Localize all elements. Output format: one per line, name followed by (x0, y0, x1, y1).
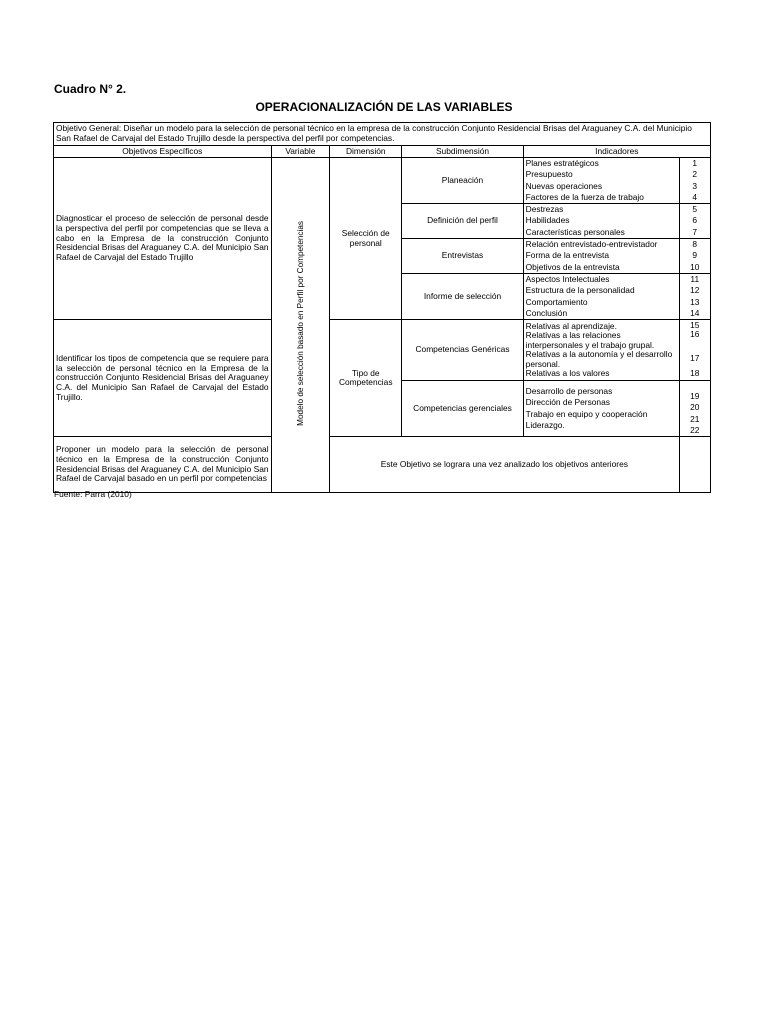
indicators-entrevistas (523, 239, 679, 274)
list-item: Relativas a los valores (525, 368, 610, 379)
numbers-informe (679, 273, 710, 319)
list-item: Forma de la entrevista (525, 250, 609, 261)
list-item: Estructura de la personalidad (525, 285, 635, 296)
list-item: Destrezas (525, 204, 564, 215)
objective-2: Identificar los tipos de competencia que se requiere para la selección de personal técnico en la Empresa de la construcción Conjunto Residencial Brisas del Araguaney C.A. del Municipio San Rafael de Carvajal del Estado Trujillo. (54, 320, 272, 437)
header-subdimension: Subdimensión (402, 146, 523, 158)
objective-3: Proponer un modelo para la selección de personal técnico en la Empresa de la construcción Conjunto Residencial Brisas del Araguaney C.A. del Municipio San Rafael de Carvajal basado en un perfil por competencias (54, 437, 272, 493)
indicators-informe (523, 273, 679, 319)
numbers-gerenciales (679, 381, 710, 437)
table-row (54, 320, 711, 381)
header-indicadores: Indicadores (523, 146, 710, 158)
header-variable: Variable (271, 146, 330, 158)
subdimension-entrevistas: Entrevistas (402, 239, 523, 274)
list-item: 22 (690, 424, 700, 435)
header-dimension: Dimensión (330, 146, 402, 158)
list-item: Desarrollo de personas (525, 386, 613, 397)
list-item: 21 (690, 413, 700, 424)
list-item: Relativas al aprendizaje. (525, 320, 617, 331)
list-item: 16 (690, 329, 700, 340)
list-item: 13 (690, 296, 700, 307)
list-item: 4 (692, 191, 698, 202)
list-item: 1 (692, 158, 698, 168)
list-item: Comportamiento (525, 296, 588, 307)
empty-cell (679, 437, 710, 493)
subdimension-perfil: Definición del perfil (402, 204, 523, 239)
variable-cell (271, 158, 330, 493)
list-item: Aspectos Intelectuales (525, 273, 610, 284)
numbers-planeacion (679, 158, 710, 204)
table-row (54, 437, 711, 493)
list-item: 8 (692, 239, 698, 250)
list-item: 19 (690, 390, 700, 401)
header-objetivos: Objetivos Específicos (54, 146, 272, 158)
list-item: 6 (692, 215, 698, 226)
numbers-genericas (679, 320, 710, 381)
table-label: Cuadro N° 2. (54, 82, 127, 96)
variable-label: Modelo de selección basado en Perfil por Competencias (295, 221, 305, 427)
list-item: Planes estratégicos (525, 158, 599, 168)
dimension-seleccion: Selección de personal (330, 158, 402, 320)
list-item: 12 (690, 285, 700, 296)
list-item: Objetivos de la entrevista (525, 261, 620, 272)
list-item: Dirección de Personas (525, 397, 610, 408)
list-item: Relación entrevistado-entrevistador (525, 239, 658, 250)
list-item: 10 (690, 261, 700, 272)
list-item: Liderazgo. (525, 419, 565, 430)
dimension-competencias: Tipo de Competencias (330, 320, 402, 437)
list-item: 17 (690, 353, 700, 364)
operationalization-table (53, 122, 711, 493)
indicators-perfil (523, 204, 679, 239)
objective-1: Diagnosticar el proceso de selección de personal desde la perspectiva del perfil por competencias que se lleva a cabo en la Empresa de la construcción Conjunto Residencial Brisas del Araguaney C.A. del Municipio San Rafael de Carvajal del Estado Trujillo (54, 158, 272, 320)
list-item: 9 (692, 250, 698, 261)
third-objective-note: Este Objetivo se lograra una vez analizado los objetivos anteriores (330, 437, 679, 493)
numbers-perfil (679, 204, 710, 239)
numbers-entrevistas (679, 239, 710, 274)
list-item: 15 (690, 319, 700, 330)
indicators-gerenciales (523, 381, 679, 437)
list-item: Habilidades (525, 215, 570, 226)
list-item: Nuevas operaciones (525, 180, 603, 191)
list-item: 3 (692, 180, 698, 191)
header-row (54, 146, 711, 158)
list-item: 20 (690, 402, 700, 413)
subdimension-informe: Informe de selección (402, 273, 523, 319)
subdimension-gerenciales: Competencias gerenciales (402, 381, 523, 437)
list-item: 7 (692, 226, 698, 237)
subdimension-planeacion: Planeación (402, 158, 523, 204)
list-item: 2 (692, 169, 698, 180)
list-item: Características personales (525, 226, 625, 237)
list-item: 14 (690, 307, 700, 318)
list-item: Presupuesto (525, 169, 573, 180)
subdimension-genericas: Competencias Genéricas (402, 320, 523, 381)
list-item: 11 (690, 273, 700, 284)
list-item: Factores de la fuerza de trabajo (525, 191, 644, 202)
list-item: Relativas a las relaciones interpersonales y el trabajo grupal. (525, 330, 655, 350)
indicators-genericas (523, 320, 679, 381)
list-item: 5 (692, 204, 698, 215)
list-item: 18 (690, 368, 700, 379)
indicators-planeacion (523, 158, 679, 204)
page-title: OPERACIONALIZACIÓN DE LAS VARIABLES (255, 100, 513, 114)
table-row (54, 158, 711, 204)
list-item: Trabajo en equipo y cooperación (525, 408, 648, 419)
list-item: Relativas a la autonomía y el desarrollo personal. (525, 349, 673, 369)
general-objective: Objetivo General: Diseñar un modelo para la selección de personal técnico en la empresa de la construcción Conjunto Residencial Brisas del Araguaney C.A. del Municipio San Rafael de Carvajal del Estado Trujillo desde la perspectiva del perfil por competencias. (54, 123, 711, 146)
list-item: Conclusión (525, 307, 568, 318)
source-note: Fuente: Parra (2010) (54, 489, 132, 499)
